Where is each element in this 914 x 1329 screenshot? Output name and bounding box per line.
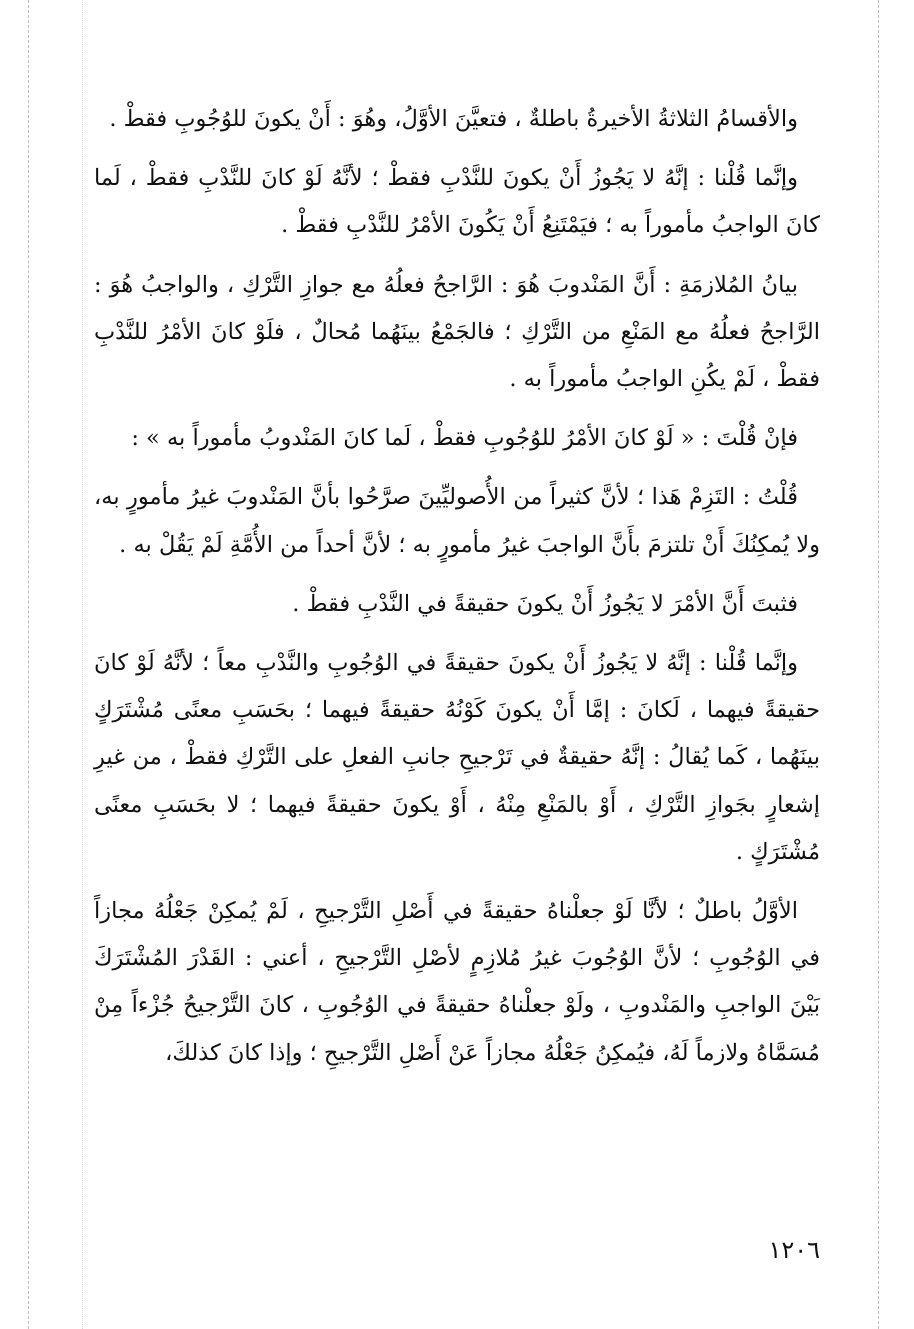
- paragraph-2: وإنَّما قُلْنا : إنَّهُ لا يَجُوزُ أَنْ يكونَ للنَّدْبِ فقطْ ؛ لأنَّهُ لَوْ كانَ للنَّدْبِ فقطْ ، لَما كانَ الواجبُ مأموراً به ؛ فيَمْتَنِعُ أَنْ يَكُونَ الأمْرُ للنَّدْبِ فقطْ .: [94, 165, 820, 239]
- paragraph-4: فإنْ قُلْتَ : « لَوْ كانَ الأمْرُ للوُجُوبِ فقطْ ، لَما كانَ المَنْدوبُ مأموراً به » :: [131, 425, 798, 452]
- right-margin-guide: [878, 0, 879, 1329]
- paragraph-8: الأوَّلُ باطلٌ ؛ لأنَّا لَوْ جعلْناهُ حقيقةً في أَصْلِ التَّرْجيحِ ، لَمْ يُمكِنْ جَعْلُهُ مجازاً في الوُجُوبِ ؛ لأنَّ الوُجُوبَ غيرُ مُلازِمٍ لأصْلِ التَّرْجيحِ ، أعني : القَدْرَ المُشْتَرَكَ بَيْنَ الواجبِ والمَنْدوبِ ، ولَوْ جعلْناهُ حقيقةً في الوُجُوبِ ، كانَ التَّرْجيحُ جُزْءاً مِنْ مُسَمَّاهُ ولازماً لَهُ، فيُمكِنُ جَعْلُهُ مجازاً عَنْ أَصْلِ التَّرْجيحِ ؛ وإذا كانَ كذلكَ،: [94, 898, 820, 1066]
- left-margin-guide: [28, 0, 29, 1329]
- page-number: ١٢٠٦: [768, 1236, 820, 1264]
- paragraph-5: قُلْتُ : التَزِمْ هَذا ؛ لأنَّ كثيراً من الأُصوليِّينَ صرَّحُوا بأنَّ المَنْدوبَ غيرُ مأمورٍ به، ولا يُمكِنُكَ أَنْ تلتزمَ بأَنَّ الواجبَ غيرُ مأمورٍ به ؛ لأنَّ أحداً من الأُمَّةِ لَمْ يَقُلْ به .: [94, 484, 820, 558]
- paragraph-3: بيانُ المُلازمَةِ : أَنَّ المَنْدوبَ هُوَ : الرَّاجحُ فعلُهُ مع جوازِ التَّرْكِ ، والواجبُ هُوَ : الرَّاجحُ فعلُهُ مع المَنْعِ من التَّرْكِ ؛ فالجَمْعُ بينَهُما مُحالٌ ، فلَوْ كانَ الأمْرُ للنَّدْبِ فقطْ ، لَمْ يكُنِ الواجبُ مأموراً به .: [94, 271, 820, 393]
- paragraph-7: وإنَّما قُلْنا : إنَّهُ لا يَجُوزُ أَنْ يكونَ حقيقةً في الوُجُوبِ والنَّدْبِ معاً ؛ لأنَّهُ لَوْ كانَ حقيقةً فيهما ، لَكانَ : إمَّا أَنْ يكونَ كَوْنُهُ حقيقةً فيهما ؛ بحَسَبِ معنًى مُشْتَرَكٍ بينَهُما ، كَما يُقالُ : إنَّهُ حقيقةٌ في تَرْجيحِ جانبِ الفعلِ على التَّرْكِ فقطْ ، من غيرِ إشعارٍ بجَوازِ التَّرْكِ ، أَوْ بالمَنْعِ مِنْهُ ، أَوْ يكونَ حقيقةً فيهما ؛ لا بحَسَبِ معنًى مُشْتَرَكٍ .: [94, 650, 820, 865]
- paragraph-1: والأقسامُ الثلاثةُ الأخيرةُ باطلةٌ ، فتعيَّنَ الأوَّلُ، وهُوَ : أَنْ يكونَ للوُجُوبِ فقطْ .: [109, 106, 798, 132]
- body-text: [94, 96, 820, 1089]
- inner-margin-guide: [82, 0, 83, 1329]
- paragraph-6: فثبتَ أَنَّ الأمْرَ لا يَجُوزُ أَنْ يكونَ حقيقةً في النَّدْبِ فقطْ .: [292, 590, 798, 617]
